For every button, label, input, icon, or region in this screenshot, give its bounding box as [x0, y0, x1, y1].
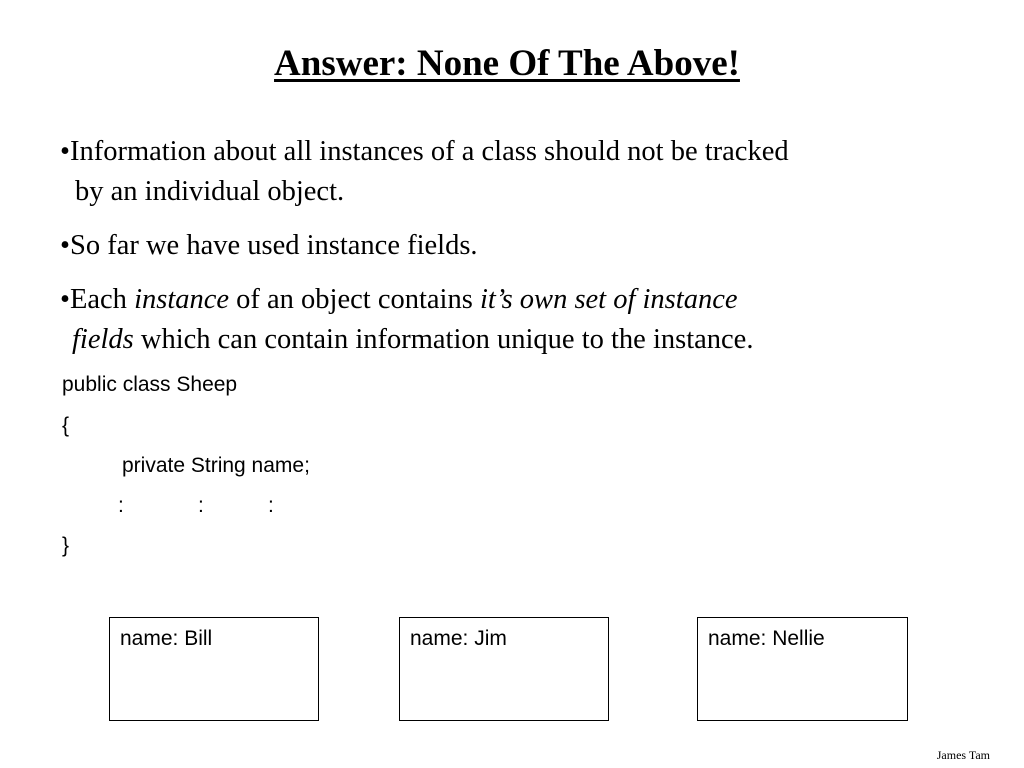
code-ellipsis-colon: :: [268, 494, 274, 517]
object-label: name: Bill: [120, 627, 213, 650]
code-line-close-brace: }: [62, 534, 70, 557]
object-box-bill: [109, 617, 319, 721]
slide-title: Answer: None Of The Above!: [274, 43, 740, 84]
bullet-instance-fields: [60, 226, 960, 266]
code-line-field: private String name;: [122, 454, 310, 477]
object-box-nellie: [697, 617, 908, 721]
bullet-line-continued: [60, 320, 960, 360]
bullet-text: of an object contains: [229, 284, 480, 315]
bullet-emphasis-instance: instance: [134, 284, 230, 315]
bullet-text: which can contain information unique to the instance.: [133, 324, 754, 355]
code-line-class-declaration: public class Sheep: [62, 373, 238, 396]
object-box-jim: [399, 617, 609, 721]
code-line-open-brace: {: [62, 414, 70, 437]
bullet-line-continued: by an individual object.: [75, 176, 345, 207]
bullet-line: •So far we have used instance fields.: [60, 230, 478, 261]
footer-author: James Tam: [936, 748, 990, 762]
object-label: name: Nellie: [708, 627, 825, 650]
bullet-emphasis-fields: fields: [72, 324, 134, 355]
code-ellipsis-colon: :: [118, 494, 124, 517]
object-label: name: Jim: [410, 627, 507, 650]
bullet-own-set-of-fields: [60, 280, 960, 360]
bullet-line: •Information about all instances of a class should not be tracked: [60, 136, 789, 167]
code-ellipsis-colon: :: [198, 494, 204, 517]
bullet-emphasis-own-set: it’s own set of instance: [479, 284, 738, 315]
bullet-text: •Each: [60, 284, 135, 315]
bullet-instances-tracking: [60, 132, 960, 212]
